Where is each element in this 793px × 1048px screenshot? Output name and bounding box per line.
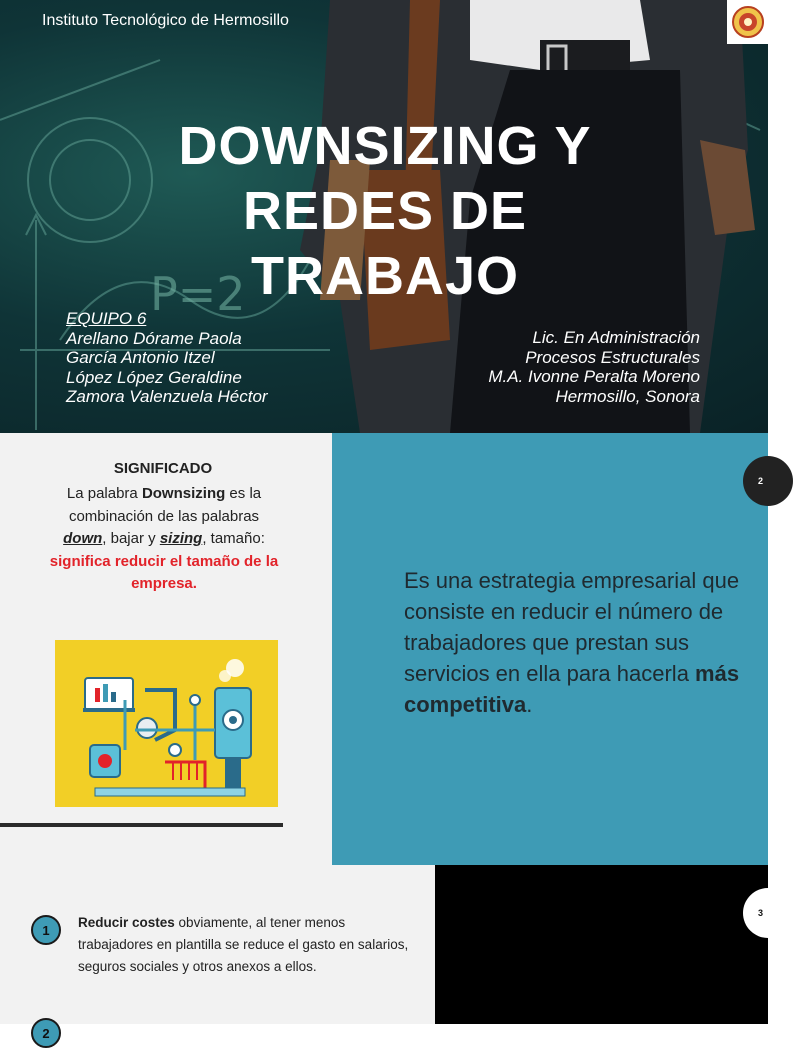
definition-word-sizing: sizing: [159, 530, 203, 547]
factory-machine-icon: [55, 640, 278, 807]
definition-keyword: Downsizing: [141, 485, 226, 502]
team-label: EQUIPO 6: [66, 309, 147, 328]
title-line: REDES DE: [242, 181, 528, 241]
list-number-badge: 2: [31, 1018, 61, 1048]
advantages-slide: [0, 865, 768, 1041]
member-name: Zamora Valenzuela Héctor: [66, 387, 268, 406]
info-line: Lic. En Administración: [532, 328, 700, 347]
member-name: García Antonio Itzel: [66, 348, 215, 367]
definition-part: , bajar y: [102, 530, 160, 547]
strategy-panel: [332, 433, 768, 865]
definition-part: es la combinación de las palabras: [68, 485, 262, 525]
svg-text:P=2: P=2: [150, 267, 246, 321]
definition-part: La palabra: [66, 485, 142, 502]
strategy-part: Es una estrategia empresarial que consiste en reducir el número de trabajadores que prestan sus servicios en ella para hacerla: [404, 568, 740, 686]
definition-text: [46, 483, 282, 596]
team-members: [66, 309, 268, 407]
definition-heading: SIGNIFICADO: [113, 460, 213, 477]
advantage-description: obviamente, al tener menos trabajadores en plantilla se reduce el gasto en salarios, seguros sociales y otros anexos a ellos.: [78, 915, 409, 974]
course-info: [488, 328, 700, 406]
title-line: DOWNSIZING Y: [178, 116, 592, 176]
strategy-text: [404, 565, 744, 720]
definition-word-down: down: [63, 530, 103, 547]
info-line: Hermosillo, Sonora: [555, 386, 700, 406]
factory-illustration: [55, 640, 278, 807]
strategy-part: .: [526, 692, 533, 717]
advantage-item: [78, 912, 418, 978]
dark-panel: [435, 865, 768, 1024]
definition-slide: [0, 433, 768, 865]
definition-part: , tamaño:: [202, 530, 265, 547]
strategy-highlight: más competitiva: [404, 661, 740, 717]
title-slide: [0, 0, 768, 433]
advantages-panel: [0, 865, 435, 1041]
info-line: M.A. Ivonne Peralta Moreno: [488, 367, 700, 386]
institute-name: Instituto Tecnológico de Hermosillo: [42, 12, 289, 29]
info-line: Procesos Estructurales: [525, 347, 700, 367]
definition-panel: [0, 433, 332, 865]
divider-line: [0, 823, 283, 827]
advantage-title: Reducir costes: [78, 915, 175, 930]
page-number-badge: 2: [743, 456, 793, 506]
definition-highlight: significa reducir el tamaño de la empresa.: [49, 552, 279, 592]
seal-icon: [731, 5, 765, 39]
title-line: TRABAJO: [250, 246, 519, 306]
page-number-badge: 3: [743, 888, 793, 938]
institute-logo: [727, 0, 768, 44]
list-number-badge: 1: [31, 915, 61, 945]
member-name: Arellano Dórame Paola: [66, 328, 242, 348]
presentation-title: [150, 114, 620, 309]
member-name: López López Geraldine: [66, 367, 242, 387]
